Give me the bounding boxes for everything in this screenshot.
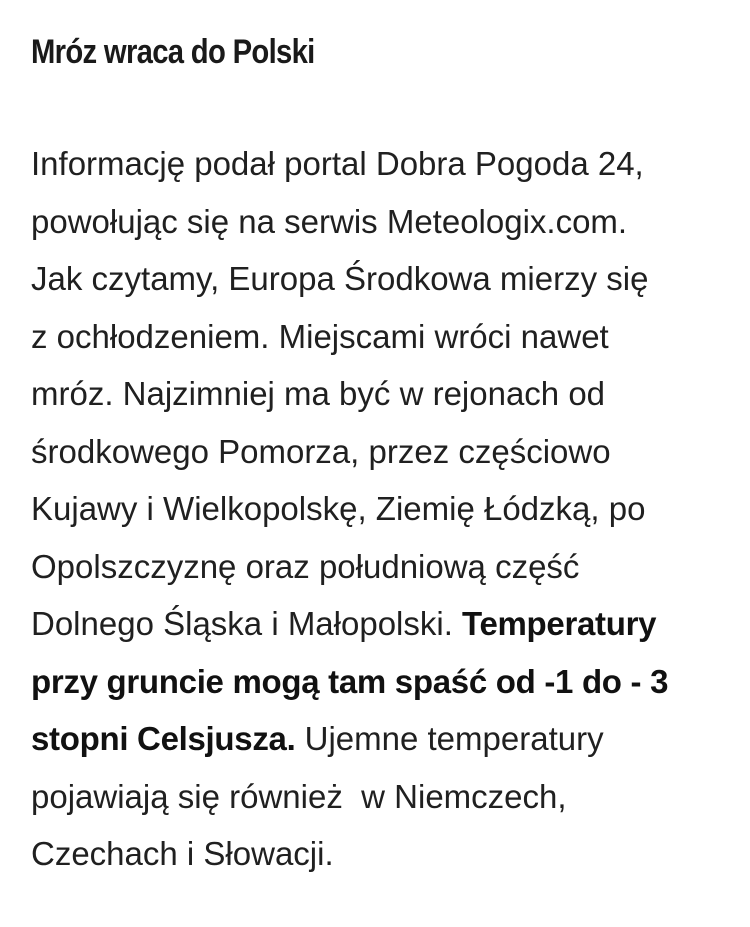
article [31, 28, 721, 883]
body-line: powołując się na serwis Meteologix.com. [31, 202, 628, 240]
body-line: Czechach i Słowacji. [31, 835, 334, 872]
article-title: Mróz wraca do Polski [31, 33, 315, 71]
body-line: mróz. Najzimniej ma być w rejonach od [31, 375, 606, 412]
body-line: Opolszczyznę oraz południową część [31, 547, 580, 585]
emphasis-text: przy gruncie mogą tam spaść od -1 do - 3 [31, 662, 669, 700]
body-line [31, 653, 721, 711]
body-line: Jak czytamy, Europa Środkowa mierzy się [31, 260, 649, 297]
article-body [31, 135, 721, 883]
body-line: stopni Celsjusza. Ujemne temperatury [31, 720, 604, 757]
body-line: Kujawy i Wielkopolskę, Ziemię Łódzką, po [31, 490, 646, 527]
emphasis-text: Temperatury [462, 605, 657, 642]
body-line: z ochłodzeniem. Miejscami wróci nawet [31, 317, 609, 355]
body-line: Dolnego Śląska i Małopolski. Temperatury [31, 605, 657, 642]
body-line: pojawiają się również w Niemczech, [31, 777, 567, 815]
body-line: Informację podał portal Dobra Pogoda 24, [31, 145, 644, 182]
body-line: środkowego Pomorza, przez częściowo [31, 432, 611, 470]
emphasis-text: stopni Celsjusza. [31, 720, 296, 757]
